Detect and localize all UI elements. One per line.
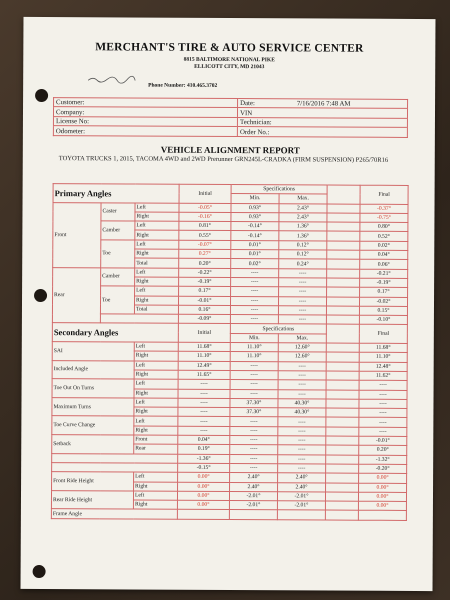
table-cell <box>327 241 360 250</box>
table-cell <box>326 399 359 408</box>
table-cell <box>327 213 360 222</box>
table-cell: 2.43° <box>279 213 327 223</box>
table-cell: SAI <box>52 342 134 361</box>
table-cell: ---- <box>278 464 326 474</box>
table-cell: 0.19° <box>178 445 230 455</box>
shop-address: 8815 BALTIMORE NATIONAL PIKE <box>183 56 275 64</box>
table-cell: ---- <box>278 306 326 316</box>
table-cell <box>327 185 360 204</box>
table-cell: Right <box>134 426 178 436</box>
technician-label: Technician: <box>238 117 408 127</box>
table-cell: Right <box>134 296 178 306</box>
table-cell: Front <box>134 435 178 445</box>
table-cell: Camber <box>101 221 135 240</box>
table-cell: ---- <box>230 380 278 390</box>
table-cell: -0.14° <box>231 231 279 241</box>
table-cell: ---- <box>359 399 407 409</box>
alignment-table <box>51 183 408 521</box>
table-cell: Right <box>135 212 179 222</box>
primary-angles-title: Primary Angles <box>53 184 179 203</box>
table-cell: ---- <box>231 287 279 297</box>
order-label: Order No.: <box>237 127 407 137</box>
table-cell: Right <box>133 500 177 510</box>
punch-hole <box>34 289 47 302</box>
table-cell: -0.07° <box>179 240 231 250</box>
table-cell: ---- <box>230 389 278 399</box>
table-cell <box>326 427 359 436</box>
vehicle-description: TOYOTA TRUCKS 1, 2015, TACOMA 4WD and 2WD Prerunner GRN245L-CRADKA (FIRM SUSPENSION) P265/70R16 <box>58 155 389 164</box>
table-cell <box>327 204 360 213</box>
report-title: VEHICLE ALIGNMENT REPORT <box>160 144 300 156</box>
table-cell: ---- <box>278 426 326 436</box>
table-cell: Left <box>134 416 178 426</box>
table-cell <box>326 436 359 445</box>
shop-name: MERCHANT'S TIRE & AUTO SERVICE CENTER <box>95 41 364 55</box>
table-cell: 0.93° <box>231 212 279 222</box>
table-cell: -1.32° <box>359 455 407 465</box>
table-cell: 12.60° <box>278 352 326 362</box>
table-cell: ---- <box>359 418 407 428</box>
table-cell: 0.12° <box>279 241 327 251</box>
table-cell: ---- <box>178 379 230 389</box>
table-cell: ---- <box>178 389 230 399</box>
table-cell <box>327 259 360 268</box>
table-cell: 2.43° <box>279 203 327 213</box>
table-cell: Rear Ride Height <box>51 490 133 509</box>
alignment-report-page <box>21 17 436 591</box>
table-cell: -0.20° <box>359 464 407 474</box>
table-cell: 0.00° <box>358 492 406 502</box>
table-cell: 1.36° <box>279 222 327 232</box>
table-cell: ---- <box>278 454 326 464</box>
table-cell: -0.22° <box>179 268 231 278</box>
table-cell: ---- <box>178 407 230 417</box>
table-cell: 0.00° <box>178 482 230 492</box>
table-cell: Min. <box>230 333 278 343</box>
table-cell: -0.01° <box>178 296 230 306</box>
table-cell <box>326 324 359 343</box>
table-cell <box>326 343 359 352</box>
company-label: Company: <box>53 107 237 117</box>
table-cell: ---- <box>359 427 407 437</box>
table-cell: Toe Out On Turns <box>52 379 134 398</box>
table-cell: 11.65° <box>178 370 230 380</box>
table-cell: -0.75° <box>360 213 408 223</box>
table-cell <box>177 510 229 520</box>
table-cell <box>326 306 359 315</box>
table-cell: Right <box>135 230 179 240</box>
table-cell: 0.04° <box>360 250 408 260</box>
table-cell: Initial <box>178 324 230 343</box>
table-cell: Setback <box>52 435 134 454</box>
table-cell: ---- <box>230 445 278 455</box>
table-cell: Left <box>135 221 179 231</box>
table-cell: Left <box>135 203 179 213</box>
table-cell: -0.09° <box>178 314 230 324</box>
shop-city: ELLICOTT CITY, MD 21043 <box>194 63 265 71</box>
table-cell: 11.10° <box>359 353 407 363</box>
table-cell: ---- <box>230 315 278 325</box>
table-cell: Total <box>135 258 179 268</box>
table-cell: Specifications <box>230 324 326 334</box>
table-cell: ---- <box>279 268 327 278</box>
table-cell: 12.60° <box>278 343 326 353</box>
table-cell: 0.02° <box>360 241 408 251</box>
table-cell <box>326 464 359 473</box>
table-row <box>51 509 406 520</box>
table-cell: 12.48° <box>359 362 407 372</box>
col-specs: Specifications <box>231 185 327 195</box>
table-cell <box>327 232 360 241</box>
table-cell: 7/16/2016 7:48 AM <box>296 100 351 109</box>
table-cell: Camber <box>101 268 135 287</box>
table-cell: 0.06° <box>360 260 408 270</box>
table-cell <box>326 455 359 464</box>
table-cell: -2.01° <box>277 492 325 502</box>
table-cell: ---- <box>359 408 407 418</box>
table-cell: Toe <box>100 286 134 314</box>
table-cell: 2.40° <box>278 473 326 483</box>
table-cell: 0.81° <box>179 221 231 231</box>
table-cell <box>229 510 277 520</box>
table-cell: Maximum Turns <box>52 397 134 416</box>
table-cell: -0.14° <box>231 222 279 232</box>
table-cell: -0.21° <box>360 269 408 279</box>
table-cell: 40.30° <box>278 399 326 409</box>
table-cell <box>327 278 360 287</box>
table-cell: ---- <box>279 278 327 288</box>
table-cell: 37.30° <box>230 398 278 408</box>
table-cell <box>326 352 359 361</box>
table-cell <box>326 380 359 389</box>
table-cell: ---- <box>278 445 326 455</box>
table-cell: 11.10° <box>230 343 278 353</box>
col-initial: Initial <box>179 184 231 203</box>
table-cell <box>326 390 359 399</box>
table-cell: Right <box>134 370 178 380</box>
table-cell: Right <box>134 389 178 399</box>
table-cell <box>326 483 359 492</box>
table-cell: -0.05° <box>179 203 231 213</box>
table-cell <box>326 362 359 371</box>
table-cell: 0.52° <box>360 232 408 242</box>
table-cell: 0.00° <box>359 483 407 493</box>
table-cell: 0.00° <box>358 501 406 511</box>
table-cell <box>327 287 360 296</box>
customer-label: Customer: <box>54 98 238 108</box>
table-cell: ---- <box>278 315 326 325</box>
table-cell: 12.49° <box>178 361 230 371</box>
table-cell: -0.02° <box>360 297 408 307</box>
table-cell: -1.36° <box>178 454 230 464</box>
table-cell: Max. <box>278 334 326 344</box>
table-cell: 0.16° <box>178 305 230 315</box>
table-cell: 2.40° <box>278 482 326 492</box>
table-cell: ---- <box>359 380 407 390</box>
table-cell: 0.01° <box>231 240 279 250</box>
table-cell: -2.01° <box>277 501 325 511</box>
table-cell: Left <box>135 240 179 250</box>
table-cell: Left <box>135 268 179 278</box>
table-cell <box>326 315 359 324</box>
col-max: Max. <box>279 194 327 204</box>
vin-label: VIN <box>238 108 408 118</box>
table-cell: ---- <box>231 268 279 278</box>
table-cell: Left <box>134 398 178 408</box>
table-cell: Frame Angle <box>51 509 177 519</box>
table-cell: 0.17° <box>179 287 231 297</box>
table-cell: 0.00° <box>359 473 407 483</box>
table-cell: Right <box>134 407 178 417</box>
table-cell: Left <box>135 286 179 296</box>
rear-group: Rear <box>52 267 100 323</box>
table-cell: ---- <box>230 417 278 427</box>
table-cell: Included Angle <box>52 360 134 379</box>
table-cell: ---- <box>278 436 326 446</box>
table-cell: Rear <box>134 444 178 454</box>
table-cell: Left <box>134 379 178 389</box>
table-cell: ---- <box>230 426 278 436</box>
table-cell: ---- <box>278 380 326 390</box>
table-cell: 0.15° <box>359 306 407 316</box>
odometer-label: Odometer: <box>53 126 237 136</box>
table-cell <box>326 445 359 454</box>
table-cell: ---- <box>278 296 326 306</box>
table-cell: 0.20° <box>359 445 407 455</box>
table-cell: ---- <box>230 454 278 464</box>
table-cell: -0.19° <box>360 278 408 288</box>
table-cell: -0.01° <box>359 436 407 446</box>
table-cell: 0.00° <box>177 500 229 510</box>
table-cell: ---- <box>230 370 278 380</box>
table-cell: ---- <box>178 398 230 408</box>
shop-phone: Phone Number: 410.465.3702 <box>148 82 218 89</box>
table-cell: -0.19° <box>179 277 231 287</box>
table-cell: 11.10° <box>230 352 278 362</box>
table-cell <box>327 222 360 231</box>
col-min: Min. <box>231 194 279 204</box>
table-cell: 0.00° <box>177 491 229 501</box>
col-final: Final <box>360 185 408 204</box>
table-cell: -0.37° <box>360 204 408 214</box>
table-cell: ---- <box>230 463 278 473</box>
table-cell: 0.12° <box>279 250 327 260</box>
customer-info-table <box>53 97 408 137</box>
table-cell: ---- <box>178 426 230 436</box>
table-cell: Left <box>134 342 178 352</box>
table-cell: ---- <box>178 417 230 427</box>
table-cell: 11.10° <box>178 352 230 362</box>
table-cell: ---- <box>278 417 326 427</box>
front-group: Front <box>53 202 101 267</box>
table-cell: 0.01° <box>231 250 279 260</box>
table-cell <box>100 314 178 324</box>
license-label: License No: <box>53 116 237 126</box>
table-cell: 37.30° <box>230 408 278 418</box>
table-cell: Front Ride Height <box>52 472 134 491</box>
table-cell: 0.17° <box>360 287 408 297</box>
table-cell: 0.93° <box>231 203 279 213</box>
table-cell: Left <box>134 472 178 482</box>
table-cell: Final <box>359 325 407 344</box>
secondary-angles-title: Secondary Angles <box>52 323 178 342</box>
table-cell: -0.15° <box>178 463 230 473</box>
table-cell: ---- <box>231 277 279 287</box>
table-cell: Right <box>135 277 179 287</box>
table-cell: 11.68° <box>359 343 407 353</box>
table-cell: Caster <box>101 202 135 221</box>
table-cell: Right <box>134 351 178 361</box>
date-field <box>238 99 408 109</box>
table-cell: 0.02° <box>231 259 279 269</box>
table-cell: -0.10° <box>359 315 407 325</box>
table-cell: ---- <box>279 287 327 297</box>
table-cell <box>327 269 360 278</box>
table-cell: ---- <box>230 436 278 446</box>
table-cell: Left <box>133 491 177 501</box>
table-cell: 11.68° <box>178 342 230 352</box>
table-cell: 11.62° <box>359 371 407 381</box>
table-cell: 0.24° <box>279 259 327 269</box>
table-cell: ---- <box>230 361 278 371</box>
table-cell: 0.00° <box>178 472 230 482</box>
table-cell: Total <box>134 305 178 315</box>
table-cell: ---- <box>230 296 278 306</box>
table-cell: Date: <box>240 100 255 108</box>
table-cell: ---- <box>278 371 326 381</box>
table-cell <box>325 492 358 501</box>
table-cell: -2.01° <box>229 491 277 501</box>
table-cell: 0.27° <box>179 249 231 259</box>
pen-scribble <box>87 75 137 83</box>
table-cell: -0.16° <box>179 212 231 222</box>
table-cell: Toe Curve Change <box>52 416 134 435</box>
table-cell: 0.20° <box>179 259 231 269</box>
table-cell: ---- <box>278 361 326 371</box>
table-cell <box>326 473 359 482</box>
table-cell <box>327 297 360 306</box>
table-cell: 0.55° <box>179 231 231 241</box>
table-cell: ---- <box>230 305 278 315</box>
punch-hole <box>35 89 48 102</box>
table-cell <box>277 510 325 520</box>
table-cell: 2.40° <box>230 473 278 483</box>
table-cell: ---- <box>278 389 326 399</box>
table-cell: 0.04° <box>178 435 230 445</box>
table-cell: 0.80° <box>360 222 408 232</box>
table-cell: Right <box>135 249 179 259</box>
table-cell <box>327 250 360 259</box>
table-cell: 1.36° <box>279 231 327 241</box>
table-cell: Right <box>134 482 178 492</box>
table-cell <box>326 408 359 417</box>
table-cell <box>325 501 358 510</box>
table-cell <box>325 510 358 519</box>
table-cell: -2.01° <box>229 501 277 511</box>
table-cell: Toe <box>101 240 135 268</box>
table-cell <box>326 417 359 426</box>
table-cell: 40.30° <box>278 408 326 418</box>
table-cell: Left <box>134 361 178 371</box>
table-cell <box>326 371 359 380</box>
punch-hole <box>33 565 46 578</box>
table-cell: 2.40° <box>230 482 278 492</box>
table-cell <box>358 511 406 521</box>
table-cell: ---- <box>359 390 407 400</box>
